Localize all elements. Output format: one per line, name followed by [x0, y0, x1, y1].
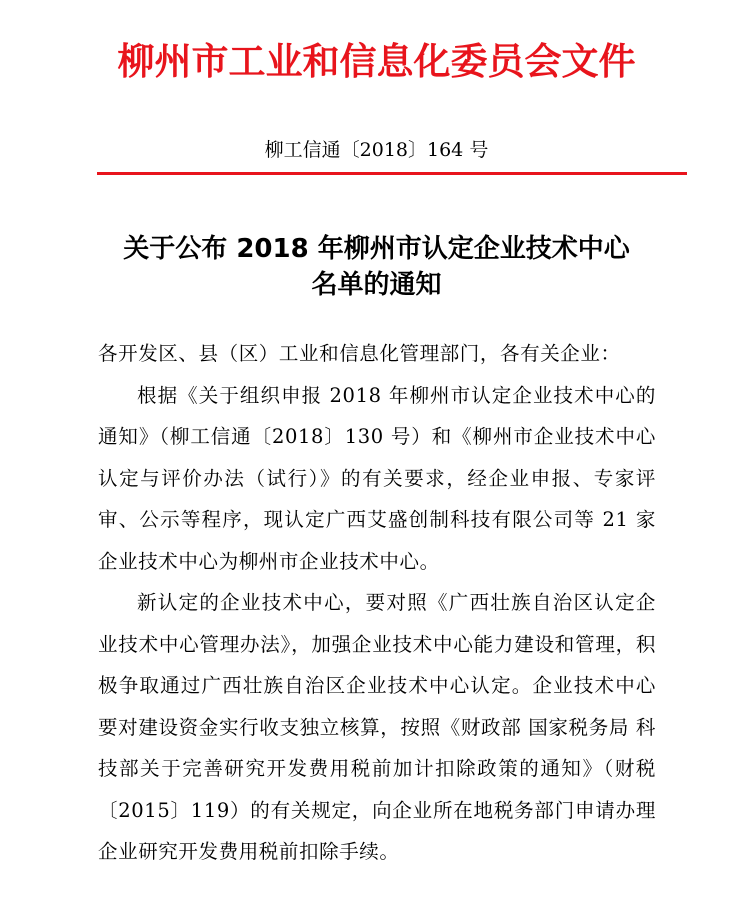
- body-paragraph: 新认定的企业技术中心，要对照《广西壮族自治区认定企业技术中心管理办法》，加强企业技术中心能力建设和管理，积极争取通过广西壮族自治区企业技术中心认定。企业技术中心要对建设资金实行收支独立核算，按照《财政部 国家税务局 科技部关于完善研究开发费用税前加计扣除政策的通知》（财税〔2015〕119）的有关规定，向企业所在地税务部门申请办理企业研究开发费用税前扣除手续。: [98, 591, 656, 863]
- document-number: 柳工信通〔2018〕164 号: [264, 139, 489, 161]
- document-title: [60, 231, 693, 303]
- title-line-1: 关于公布 2018 年柳州市认定企业技术中心: [123, 234, 630, 264]
- body-paragraph: 根据《关于组织申报 2018 年柳州市认定企业技术中心的通知》（柳工信通〔2018〕130 号）和《柳州市企业技术中心认定与评价办法（试行）》的有关要求，经企业申报、专家评审、公示等程序，现认定广西艾盛创制科技有限公司等 21 家企业技术中心为柳州市企业技术中心。: [98, 383, 656, 573]
- issuer-header: 柳州市工业和信息化委员会文件: [117, 40, 636, 83]
- document-body: [98, 333, 656, 873]
- title-line-2: 名单的通知: [311, 270, 442, 300]
- red-separator-line: [97, 172, 687, 175]
- salutation: 各开发区、县（区）工业和信息化管理部门，各有关企业：: [98, 342, 621, 365]
